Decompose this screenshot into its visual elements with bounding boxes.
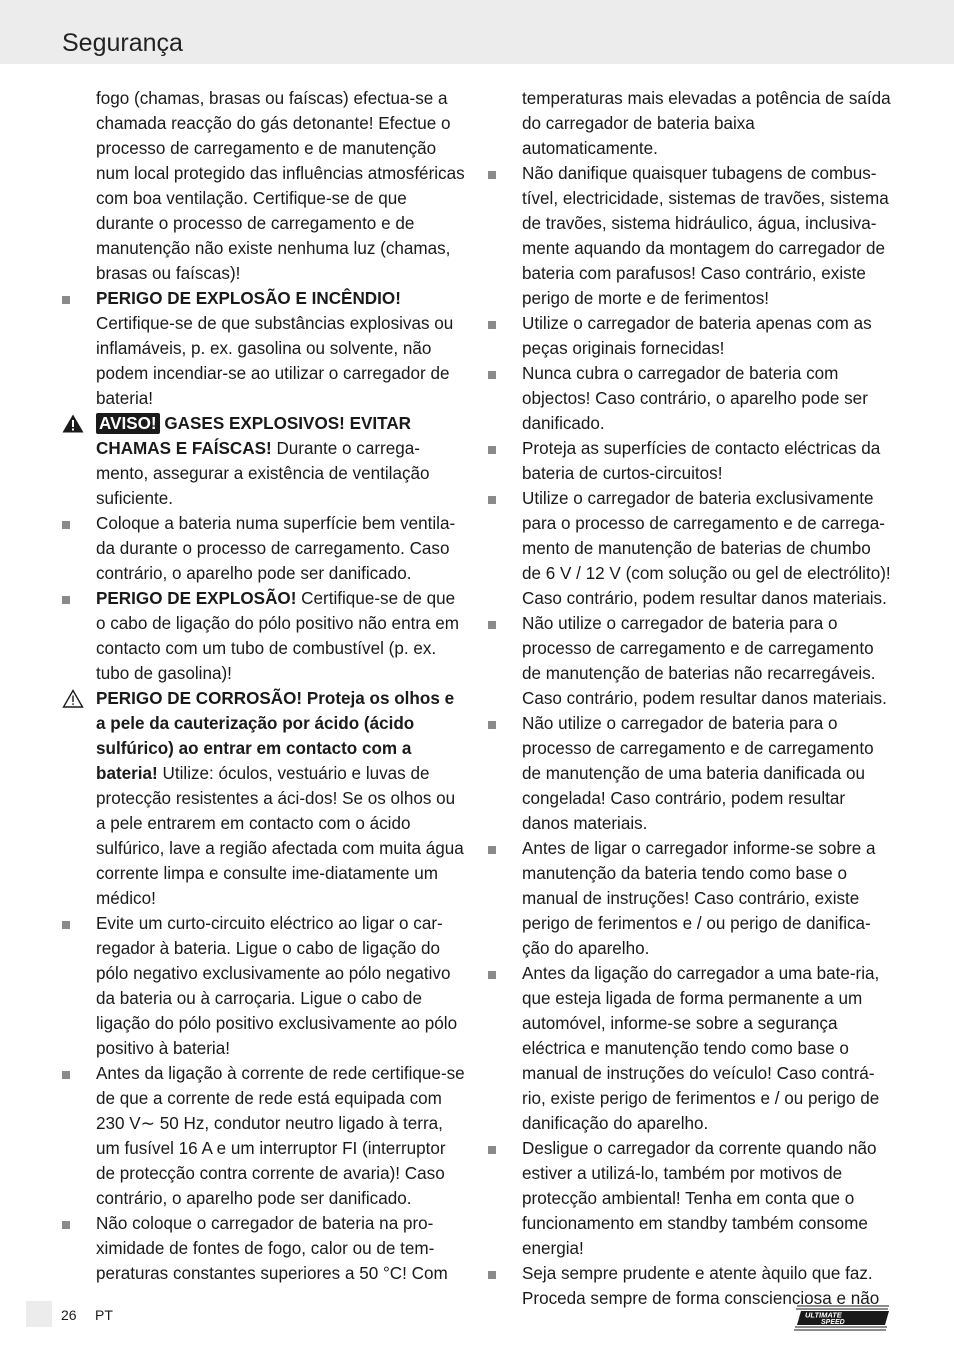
left-column (62, 86, 466, 1286)
list-item (62, 511, 466, 586)
page-number: 26 (61, 1307, 77, 1323)
warning-heading: GASES EXPLOSIVOS! EVITAR CHAMAS E FAÍSCAS! (96, 414, 412, 458)
list-item (488, 836, 894, 961)
list-item (488, 361, 894, 436)
item-text: Utilize: óculos, vestuário e luvas de protecção resistentes a áci-dos! Se os olhos ou a pele entrarem em contacto com o ácido sulfúrico, lave a região afectada com muita água corrente limpa e consulte ime-diatamente um médico! (96, 764, 464, 908)
item-text: Desligue o carregador da corrente quando não estiver a utilizá-lo, também por motivos de protecção ambiental! Tenha em conta que o funcionamento em standby também consome energia! (522, 1139, 877, 1258)
item-text: Utilize o carregador de bateria apenas com as peças originais fornecidas! (522, 314, 872, 358)
list-item (488, 611, 894, 711)
bullet-square-icon (488, 846, 496, 854)
list-item (62, 1061, 466, 1211)
item-text: Proteja as superfícies de contacto eléctricas da bateria de curtos-circuitos! (522, 439, 881, 483)
ultimate-speed-logo (793, 1302, 891, 1332)
logo-line1: ULTIMATE (805, 1310, 842, 1320)
warning-heading: PERIGO DE EXPLOSÃO E INCÊNDIO! (96, 289, 401, 308)
list-item (62, 686, 466, 911)
bullet-square-icon (488, 1146, 496, 1154)
continued-text: fogo (chamas, brasas ou faíscas) efectua-se a chamada reacção do gás detonante! Efectue o processo de carregamento e de manutenção num local protegido das influências atmosféricas com boa ventilação. Certifique-se de que durante o processo de carregamento e de manutenção não existe nenhuma luz (chamas, brasas ou faíscas)! (96, 89, 465, 283)
bullet-square-icon (62, 921, 70, 929)
list-item (488, 436, 894, 486)
page-title: Segurança (62, 29, 183, 57)
bullet-square-icon (488, 446, 496, 454)
bullet-square-icon (62, 296, 70, 304)
bullet-square-icon (62, 1221, 70, 1229)
bullet-square-icon (488, 721, 496, 729)
item-text: Não utilize o carregador de bateria para o processo de carregamento e de carregamento de manutenção de uma bateria danificada ou congelada! Caso contrário, podem resultar danos materiais. (522, 714, 874, 833)
continued-text: temperaturas mais elevadas a potência de saída do carregador de bateria baixa automaticamente. (522, 89, 891, 158)
item-text: Utilize o carregador de bateria exclusivamente para o processo de carregamento e de carrega-mento de manutenção de baterias de chumbo de 6 V / 12 V (com solução ou gel de electrólito)! Caso contrário, podem resultar danos materiais. (522, 489, 891, 608)
bullet-square-icon (488, 1271, 496, 1279)
list-item (488, 486, 894, 611)
warning-heading: PERIGO DE CORROSÃO! Proteja os olhos e a pele da cauterização por ácido (ácido sulfúrico) ao entrar em contacto com a bateria! (96, 689, 455, 783)
item-text: Antes da ligação à corrente de rede certifique-se de que a corrente de rede está equipada com 230 V∼ 50 Hz, condutor neutro ligado à terra, um fusível 16 A e um interruptor FI (interruptor de protecção contra corrente de avaria)! Caso contrário, o aparelho pode ser danificado. (96, 1064, 465, 1208)
page-number-box (26, 1301, 52, 1327)
list-item (488, 311, 894, 361)
bullet-square-icon (488, 171, 496, 179)
list-item (62, 286, 466, 411)
warning-triangle-filled-icon (62, 414, 84, 433)
item-text: Seja sempre prudente e atente àquilo que faz. Proceda sempre de forma conscienciosa e não (522, 1264, 880, 1308)
item-text: Coloque a bateria numa superfície bem ventila-da durante o processo de carregamento. Caso contrário, o aparelho pode ser danificado. (96, 514, 456, 583)
item-text: Evite um curto-circuito eléctrico ao ligar o car-regador à bateria. Ligue o cabo de ligação do pólo negativo exclusivamente ao pólo negativo da bateria ou à carroçaria. Ligue o cabo de ligação do pólo positivo exclusivamente ao pólo positivo à bateria! (96, 914, 458, 1058)
language-code: PT (95, 1307, 113, 1323)
warning-triangle-outline-icon (62, 689, 84, 708)
list-item (488, 961, 894, 1136)
item-text: Não danifique quaisquer tubagens de combus-tível, electricidade, sistemas de travões, sistema de travões, sistema hidráulico, água, inclusiva-mente aquando da montagem do carregador de bateria com parafusos! Caso contrário, existe perigo de morte e de ferimentos! (522, 164, 889, 308)
page-header (0, 0, 954, 64)
item-text: Certifique-se de que substâncias explosivas ou inflamáveis, p. ex. gasolina ou solvente, não podem incendiar-se ao utilizar o carregador de bateria! (96, 314, 454, 408)
list-item (62, 586, 466, 686)
item-text: Não coloque o carregador de bateria na pro-ximidade de fontes de fogo, calor ou de tem-peraturas constantes superiores a 50 °C! Com (96, 1214, 448, 1283)
bullet-square-icon (62, 596, 70, 604)
list-item (62, 1211, 466, 1286)
list-item (488, 161, 894, 311)
list-item (62, 911, 466, 1061)
item-text: Durante o carrega-mento, assegurar a existência de ventilação suficiente. (96, 439, 430, 508)
bullet-square-icon (488, 321, 496, 329)
bullet-square-icon (488, 496, 496, 504)
warning-heading: PERIGO DE EXPLOSÃO! (96, 589, 297, 608)
logo-line2: SPEED (821, 1319, 845, 1326)
aviso-badge: AVISO! (96, 413, 160, 434)
bullet-square-icon (488, 621, 496, 629)
list-item (488, 86, 894, 161)
item-text: Nunca cubra o carregador de bateria com objectos! Caso contrário, o aparelho pode ser danificado. (522, 364, 868, 433)
item-text: Certifique-se de que o cabo de ligação do pólo positivo não entra em contacto com um tubo de combustível (p. ex. tubo de gasolina)! (96, 589, 460, 683)
bullet-square-icon (62, 521, 70, 529)
item-text: Antes de ligar o carregador informe-se sobre a manutenção da bateria tendo como base o manual de instruções! Caso contrário, existe perigo de ferimentos e / ou perigo de danifica-ção do aparelho. (522, 839, 876, 958)
bullet-square-icon (488, 371, 496, 379)
list-item (488, 711, 894, 836)
bullet-square-icon (62, 1071, 70, 1079)
item-text: Antes da ligação do carregador a uma bate-ria, que esteja ligada de forma permanente a um automóvel, informe-se sobre a segurança eléctrica e manutenção tendo como base o manual de instruções do veículo! Caso contrá-rio, existe perigo de ferimentos e / ou perigo de danificação do aparelho. (522, 964, 880, 1133)
list-item (488, 1136, 894, 1261)
right-column (488, 86, 894, 1311)
list-item (62, 86, 466, 286)
item-text: Não utilize o carregador de bateria para o processo de carregamento e de carregamento de manutenção de baterias não recarregáveis. Caso contrário, podem resultar danos materiais. (522, 614, 887, 708)
bullet-square-icon (488, 971, 496, 979)
list-item (62, 411, 466, 511)
